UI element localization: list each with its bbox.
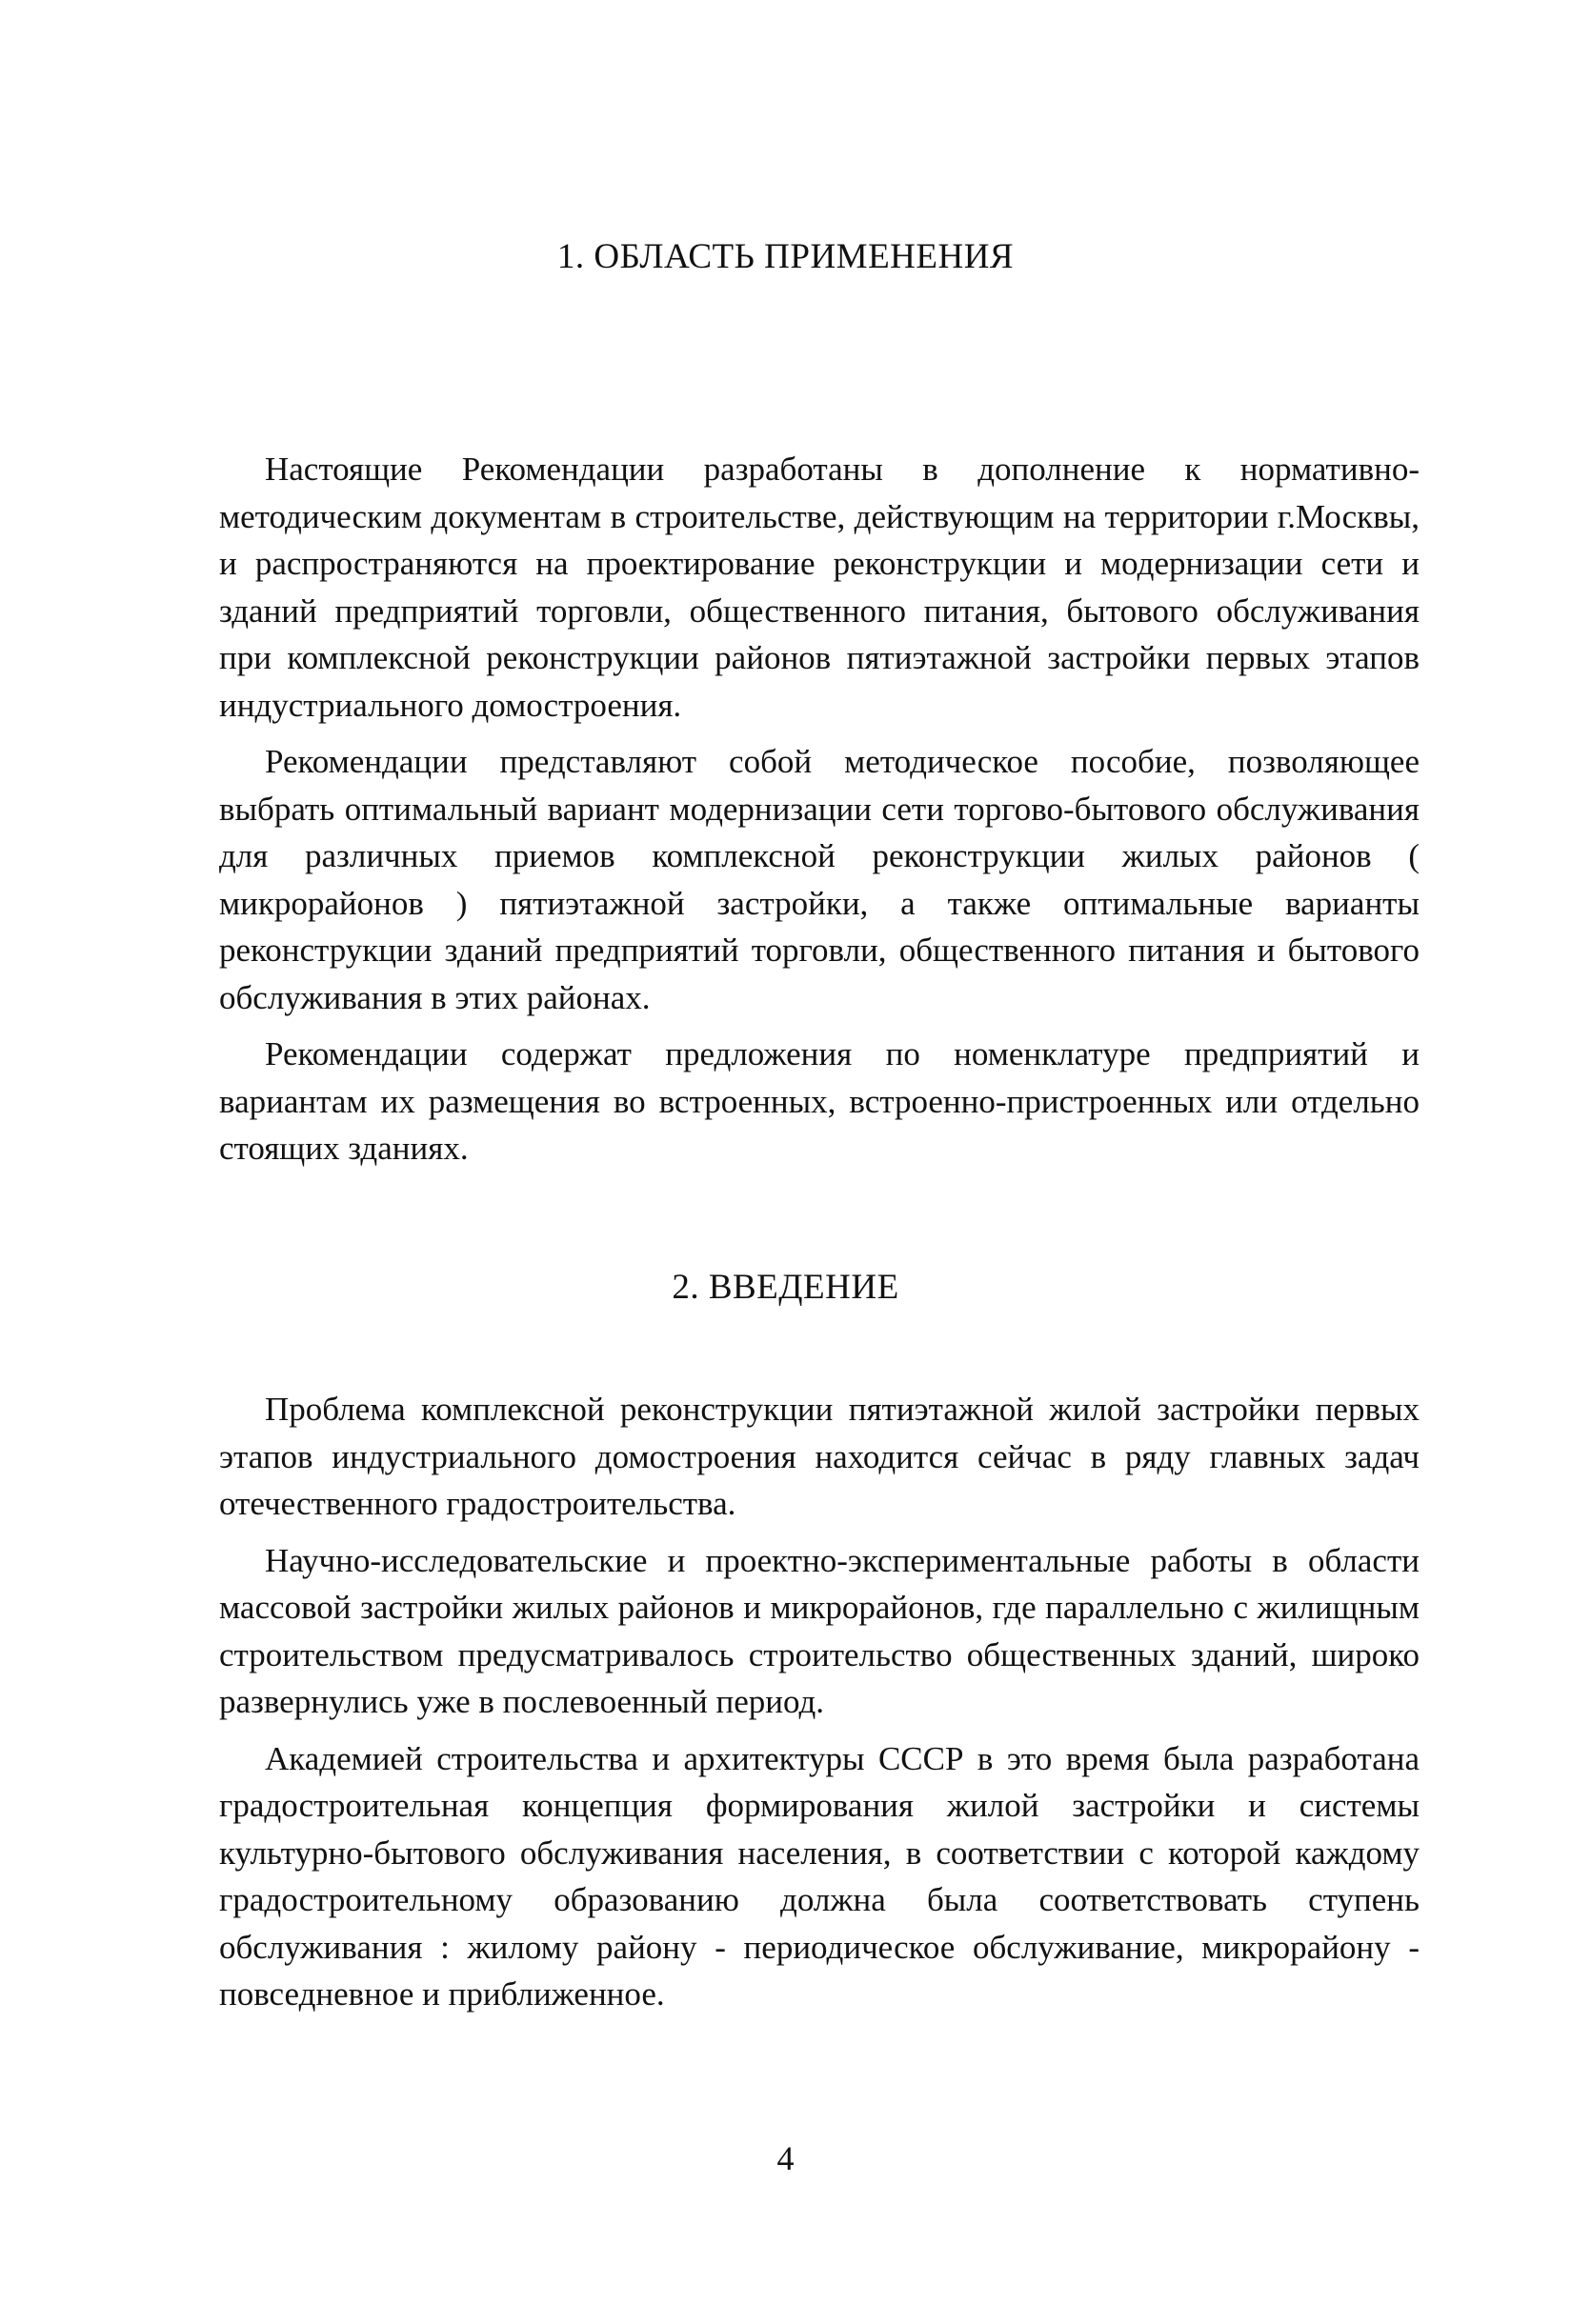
page-number: 4: [776, 2139, 795, 2177]
section-2-paragraph-2: Научно-исследовательские и проектно-экспериментальные работы в области массовой застройки жилых районов и микрорайонов, где параллельно с жилищным строительством предусматривалось строительство общественных зданий, широко развернулись уже в послевоенный период.: [219, 1541, 1420, 1720]
section-2-body: [219, 1386, 1420, 2028]
section-1-paragraph-2: Рекомендации представляют собой методическое пособие, позволяющее выбрать оптимальный вариант модернизации сети торгово-бытового обслуживания для различных приемов комплексной реконструкции жилых районов ( микрорайонов ) пятиэтажной застройки, а также оптимальные варианты реконструкции зданий предприятий торговли, общественного питания и бытового обслуживания в этих районах.: [219, 743, 1420, 1016]
section-1-heading: 1. ОБЛАСТЬ ПРИМЕНЕНИЯ: [556, 237, 1015, 276]
section-1-body: [219, 446, 1420, 1182]
section-1-paragraph-1: Настоящие Рекомендации разработаны в дополнение к нормативно-методическим документам в строительстве, действующим на территории г.Москвы, и распространяются на проектирование реконструкции и модернизации сети и зданий предприятий торговли, общественного питания, бытового обслуживания при комплексной реконструкции районов пятиэтажной застройки первых этапов индустриального домостроения.: [219, 451, 1420, 724]
section-1-paragraph-3: Рекомендации содержат предложения по номенклатуре предприятий и вариантам их размещения во встроенных, встроенно-пристроенных или отдельно стоящих зданиях.: [219, 1035, 1420, 1167]
section-2-paragraph-1: Проблема комплексной реконструкции пятиэтажной жилой застройки первых этапов индустриального домостроения находится сейчас в ряду главных задач отечественного градостроительства.: [219, 1391, 1420, 1522]
section-2-paragraph-3: Академией строительства и архитектуры СССР в это время была разработана градостроительная концепция формирования жилой застройки и системы культурно-бытового обслуживания населения, в соответствии с которой каждому градостроительному образованию должна была соответствовать ступень обслуживания : жилому району - периодическое обслуживание, микрорайону - повседневное и приближенное.: [219, 1739, 1420, 2013]
section-2-heading: 2. ВВЕДЕНИЕ: [672, 1268, 899, 1307]
